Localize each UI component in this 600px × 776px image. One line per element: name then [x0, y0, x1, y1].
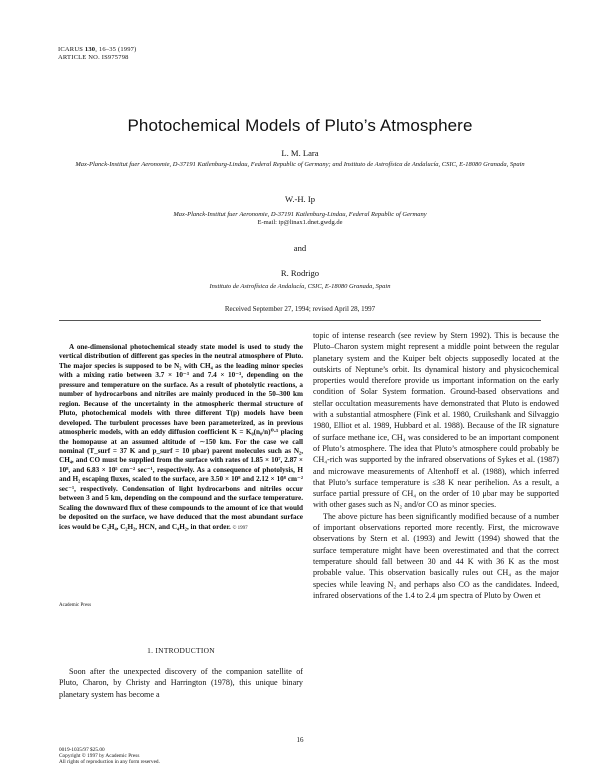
- academic-press-label: Academic Press: [59, 603, 92, 608]
- header-divider: [59, 320, 541, 321]
- author-email: E-mail: ip@linax1.dnet.gwdg.de: [257, 219, 343, 226]
- journal-pages: , 16–35 (1997): [95, 46, 137, 53]
- paper-title: Photochemical Models of Pluto’s Atmosphere: [127, 116, 473, 135]
- page-number: 16: [296, 736, 304, 744]
- footer-line: 0019-1035/97 $25.00: [59, 747, 105, 753]
- and-separator: and: [293, 243, 307, 253]
- body-text-right-column: [313, 330, 559, 601]
- received-dates: Received September 27, 1994; revised April 28, 1997: [224, 305, 376, 313]
- paragraph: topic of intense research (see review by Stern 1992). This is because the Pluto–Charon system might represent a middle point between the regular planetary system and the Kuiper belt objects supposedly located at the outskirts of Neptune’s orbit. Its dynamical history and physicochemical properties would therefore provide us important information on the early condition of Solar System formation. Ground-based observations and stellar occultation measurements have demonstrated that Pluto is endowed with a substantial atmosphere (Fink et al. 1980, Cruikshank and Silvaggio 1980, Elliot et al. 1989, Hubbard et al. 1988). Because of the IR signature of surface methane ice, CH₄ was considered to be an important component of Pluto’s atmosphere. The idea that Pluto’s atmosphere could probably be CH₄-rich was supported by the infrared observations of Sykes et al. (1987) and microwave measurements of Altenhoff et al. (1988), which inferred that Pluto’s surface temperature is ≤38 K near perihelion. As a result, a surface partial pressure of CH₄ on the order of 10 μbar may be supported with other gases such as N₂ and/or CO as minor species.: [313, 331, 559, 510]
- author-name: R. Rodrigo: [280, 268, 320, 278]
- footer-line: All rights of reproduction in any form reserved.: [59, 759, 160, 766]
- article-number: ARTICLE NO. IS975798: [58, 54, 129, 61]
- author-affiliation: Max-Planck-Institut fuer Aeronomie, D-37191 Katlenburg-Lindau, Federal Republic of Germany; and Instituto de Astrofísica de Andalucía, CSIC, E-18080 Granada, Spain: [75, 161, 525, 168]
- abstract-text: A one-dimensional photochemical steady state model is used to study the vertical distribution of different gas species in the neutral atmosphere of Pluto. The major species is supposed to be N₂ with CH₄ as the leading minor species with a mixing ratio between 3.7 × 10⁻³ and 7.4 × 10⁻³, depending on the pressure and temperature on the surface. As a result of photolytic reactions, a number of hydrocarbons and nitriles are mainly produced in the 50–300 km region. Because of the uncertainty in the atmospheric thermal structure of Pluto, photochemical models with three different T(p) models have been developed. The turbulent processes have been parameterized, as in previous atmospheric models, with an eddy diffusion coefficient K = K₀(n₀/n)⁰·⁵ placing the homopause at an assumed altitude of ∼150 km. For the case we call nominal (T_surf = 37 K and p_surf = 10 μbar) parent molecules such as N₂, CH₄, and CO must be supplied from the surface with rates of 1.85 × 10⁷, 2.87 × 10⁸, and 6.83 × 10⁵ cm⁻² sec⁻¹, respectively. As a consequence of photolysis, H and H₂ escaping fluxes, scaled to the surface, are 3.50 × 10⁸ and 2.12 × 10⁸ cm⁻² sec⁻¹, respectively. Condensation of light hydrocarbons and nitriles occur between 3 and 5 km, depending on the compound and the surface temperature. Scaling the downward flux of these compounds to the amount of ice that would be deposited on the surface, we have deduced that the most abundant surface ices would be C₂H₄, C₂H₂, HCN, and C₄H₂, in that order.: [59, 343, 303, 531]
- journal-volume: 130: [84, 46, 96, 53]
- copyright-footer: [59, 747, 160, 766]
- body-text-left-column: Soon after the unexpected discovery of the companion satellite of Pluto, Charon, by Christy and Harrington (1978), this unique binary planetary system has become a: [59, 667, 303, 699]
- author-affiliation: Max-Planck-Institut fuer Aeronomie, D-37191 Katlenburg-Lindau, Federal Republic of Germany: [173, 211, 427, 218]
- author-affiliation: Instituto de Astrofísica de Andalucía, CSIC, E-18080 Granada, Spain: [209, 283, 391, 290]
- paragraph: The above picture has been significantly modified because of a number of important observations reported more recently. First, the microwave observations by Stern et al. (1993) and Jewitt (1994) showed that the surface temperature might have been overestimated and that the correct temperature should fall between 30 and 44 K with 36 K as the most probable value. This observation basically rules out CH₄ as the major species while leaving N₂ and perhaps also CO as the candidates. Indeed, infrared observations of the 1.4 to 2.4 μm spectra of Pluto by Owen et: [313, 511, 559, 600]
- journal-name: ICARUS: [58, 46, 84, 53]
- footer-line: Copyright © 1997 by Academic Press: [59, 753, 140, 760]
- abstract-copyright: © 1997: [232, 525, 248, 531]
- author-name: W.-H. Ip: [285, 194, 315, 204]
- abstract: [59, 343, 303, 533]
- author-name: L. M. Lara: [281, 148, 319, 158]
- journal-citation: [58, 46, 137, 62]
- section-heading: 1. INTRODUCTION: [147, 646, 215, 655]
